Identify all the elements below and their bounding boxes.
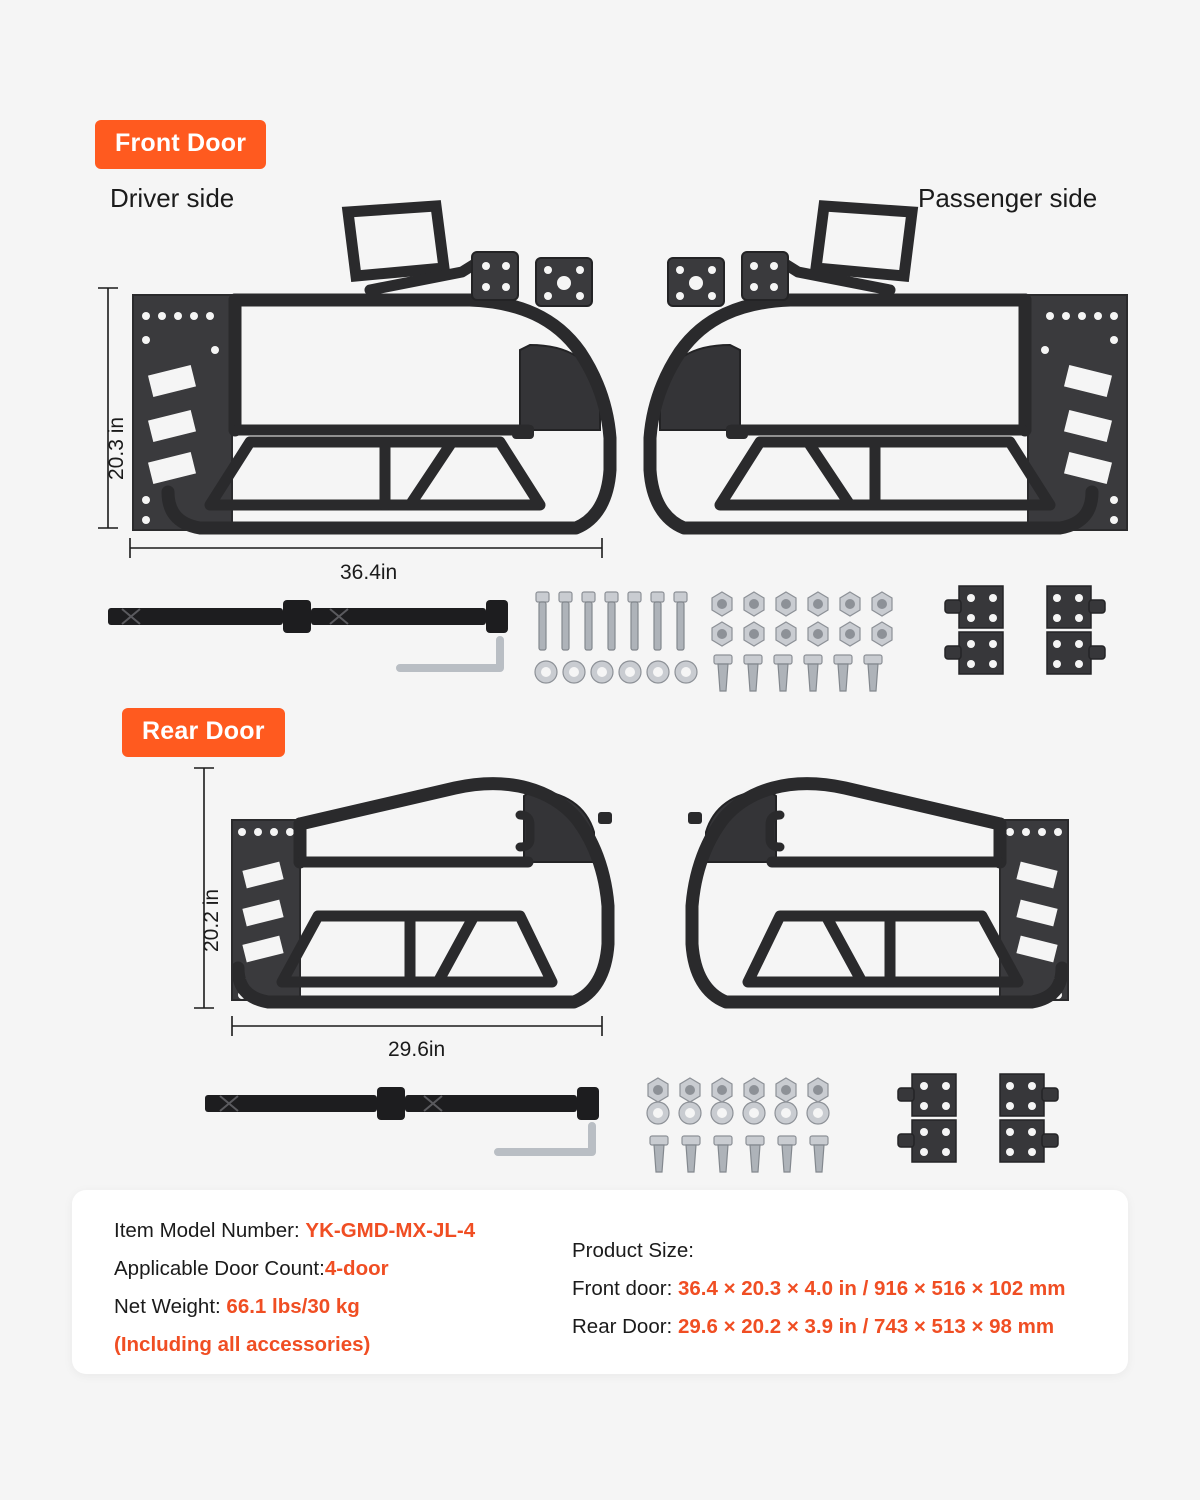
spec-rear-door-size-value: 29.6 × 20.2 × 3.9 in / 743 × 513 × 98 mm: [677, 1315, 1055, 1338]
spec-door-count: [114, 1250, 584, 1288]
front-door-passenger-side: [650, 295, 1127, 530]
rear-door-passenger-side: [688, 784, 1068, 1002]
rear-hardware-set: [205, 1074, 1058, 1172]
washers-front: [535, 661, 697, 683]
spec-net-weight-value: 66.1 lbs/30 kg: [226, 1295, 360, 1318]
spec-net-weight-label: Net Weight:: [114, 1295, 227, 1318]
section-badge-front-door: Front Door: [95, 120, 266, 169]
hinge-brackets-front: [945, 586, 1105, 674]
front-hardware-set: [108, 586, 1105, 691]
spec-model-number-value: YK-GMD-MX-JL-4: [305, 1219, 476, 1242]
spec-model-number: [114, 1212, 584, 1250]
spec-front-door-size-label: Front door:: [572, 1277, 678, 1300]
rear-door-height-dimension-text: 20.2 in: [200, 888, 223, 952]
allen-wrench-front: [400, 640, 500, 668]
screws-rear: [650, 1136, 828, 1172]
driver-side-label: Driver side: [110, 183, 235, 213]
rear-dimension-lines: [194, 768, 602, 1036]
hinge-brackets-rear: [898, 1074, 1058, 1162]
front-dimension-lines: [98, 288, 602, 558]
spec-model-number-label: Item Model Number:: [114, 1219, 306, 1242]
spec-rear-door-size-label: Rear Door:: [572, 1315, 678, 1338]
nuts-front: [712, 592, 892, 646]
strap-front: [108, 600, 508, 633]
spec-rear-door-size: [572, 1308, 1112, 1346]
front-door-driver-side: [133, 295, 610, 530]
spec-product-size-label: Product Size:: [572, 1239, 694, 1262]
rear-door-width-dimension-text: 29.6in: [388, 1038, 446, 1061]
front-door-height-dimension-text: 20.3 in: [105, 416, 128, 480]
spec-front-door-size: [572, 1270, 1112, 1308]
section-badge-rear-door: Rear Door: [122, 708, 285, 757]
passenger-side-mirror: [668, 206, 912, 306]
front-door-width-dimension-text: 36.4in: [340, 561, 398, 584]
spec-front-door-size-value: 36.4 × 20.3 × 4.0 in / 916 × 516 × 102 mm: [677, 1277, 1066, 1300]
spec-door-count-label: Applicable Door Count:: [114, 1257, 325, 1280]
spec-right-column: [572, 1232, 1112, 1346]
driver-side-mirror: [348, 206, 592, 306]
washers-rear: [647, 1102, 829, 1124]
rear-door-driver-side: [232, 784, 612, 1002]
strap-rear: [205, 1087, 599, 1120]
spec-net-weight: [114, 1288, 584, 1326]
screws-front: [714, 655, 882, 691]
passenger-side-label: Passenger side: [918, 183, 1098, 213]
spec-door-count-value: 4-door: [324, 1257, 389, 1280]
product-spec-card: [72, 1190, 1128, 1374]
nuts-rear: [648, 1078, 828, 1102]
spec-left-column: [114, 1212, 584, 1364]
spec-accessories-note: (Including all accessories): [114, 1333, 371, 1356]
allen-wrench-rear: [498, 1126, 592, 1152]
bolts-front: [536, 592, 687, 650]
